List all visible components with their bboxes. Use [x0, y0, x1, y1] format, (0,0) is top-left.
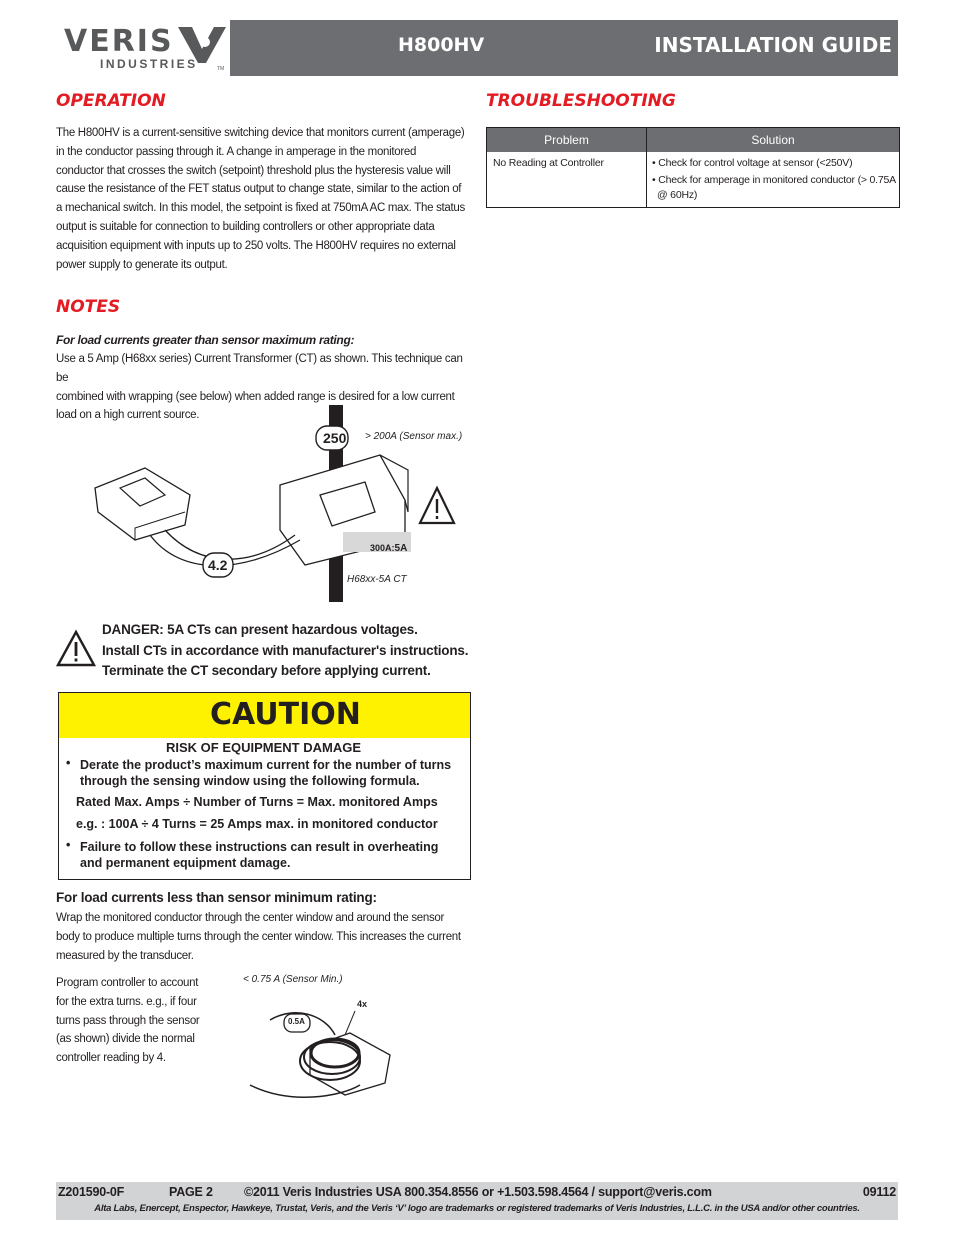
- column-divider: [646, 128, 647, 207]
- sensor-min-label: < 0.75 A (Sensor Min.): [243, 974, 343, 985]
- program-line: controller reading by 4.: [56, 1052, 166, 1065]
- high-current-line: combined with wrapping (see below) when added range is desired for a low current: [56, 390, 455, 403]
- page-title: INSTALLATION GUIDE: [654, 33, 892, 57]
- model-number: H800HV: [398, 34, 485, 56]
- danger-line: Terminate the CT secondary before applying current.: [102, 663, 431, 678]
- contact-info: ©2011 Veris Industries USA 800.354.8556 or +1.503.598.4564 / support@veris.com: [244, 1185, 712, 1199]
- caution-bullet-2-line: and permanent equipment damage.: [80, 856, 291, 870]
- caution-bullet-1: [80, 757, 451, 789]
- ct-rating-label: [370, 543, 407, 554]
- low-current-line: Wrap the monitored conductor through the center window and around the sensor: [56, 912, 445, 924]
- program-line: Program controller to account: [56, 977, 199, 989]
- logo-main-text: VERIS: [64, 24, 174, 59]
- ct-model-label: H68xx-5A CT: [347, 574, 407, 585]
- table-cell-solution-2: • Check for amperage in monitored conductor (> 0.75A: [652, 174, 896, 186]
- operation-heading: OPERATION: [56, 91, 166, 111]
- high-current-line: Use a 5 Amp (H68xx series) Current Transformer (CT) as shown. This technique can be: [56, 353, 463, 384]
- logo-tm: TM: [217, 66, 225, 72]
- caution-bullet-1-line: through the sensing window using the following formula.: [80, 774, 420, 788]
- operation-line: power supply to generate its output.: [56, 258, 228, 271]
- low-current-line: body to produce multiple turns through the center window. This increases the current: [56, 930, 461, 943]
- operation-line: in the conductor passing through it. A change in amperage in the monitored: [56, 145, 417, 158]
- table-cell-solution-2-cont: @ 60Hz): [657, 189, 698, 201]
- program-controller-text: [56, 974, 216, 1068]
- table-header-problem: Problem: [487, 128, 646, 152]
- low-current-line: measured by the transducer.: [56, 949, 194, 962]
- table-cell-solution-1: • Check for control voltage at sensor (<250V): [652, 157, 853, 169]
- operation-line: conductor that crosses the switch (setpoint) threshold plus the hysteresis value will: [56, 164, 451, 177]
- program-line: (as shown) divide the normal: [56, 1033, 195, 1046]
- danger-notice: [102, 620, 468, 682]
- low-current-text: [56, 909, 476, 965]
- sensor-max-label: > 200A (Sensor max.): [365, 431, 463, 442]
- revision-code: 09112: [862, 1185, 896, 1199]
- operation-line: output is suitable for connection to building controllers or other appropriate data: [56, 220, 435, 233]
- ct-rating-secondary: 5A: [394, 543, 408, 554]
- notes-heading: NOTES: [56, 297, 121, 317]
- trademark-notice: Alta Labs, Enercept, Enspector, Hawkeye, Trustat, Veris, and the Veris ‘V’ logo are trademarks or registered trademarks of Veris Industries, L.L.C. in the USA and/or other countries.: [94, 1203, 860, 1214]
- table-header-solution: Solution: [647, 128, 899, 152]
- bullet: •: [66, 838, 71, 852]
- h800hv-sensor-icon: [95, 468, 190, 540]
- high-current-subhead: For load currents greater than sensor maximum rating:: [56, 333, 355, 347]
- caution-bullet-1-line: Derate the product’s maximum current for the number of turns: [80, 758, 452, 772]
- controller-reading-badge: 4.2: [208, 557, 228, 573]
- caution-example: e.g. : 100A ÷ 4 Turns = 25 Amps max. in monitored conductor: [76, 817, 438, 831]
- turns-count-label: 4x: [357, 999, 368, 1009]
- operation-text: [56, 124, 476, 274]
- operation-line: a mechanical switch. In this model, the setpoint is fixed at 750mA AC max. The status: [56, 202, 465, 215]
- operation-line: cause the resistance of the FET status output to change state, similar to the action of: [56, 183, 462, 196]
- troubleshooting-heading: TROUBLESHOOTING: [486, 91, 676, 111]
- danger-line: Install CTs in accordance with manufacturer's instructions.: [102, 642, 469, 658]
- caution-bullet-2: [80, 839, 438, 871]
- sensor-current-badge: 0.5A: [288, 1017, 305, 1026]
- low-current-subhead: For load currents less than sensor minimum rating:: [56, 890, 377, 905]
- logo-sub-text: INDUSTRIES: [100, 57, 198, 71]
- wrapped-conductor-diagram: [240, 995, 400, 1100]
- program-line: for the extra turns. e.g., if four: [56, 995, 197, 1008]
- danger-warning-icon: [56, 629, 96, 667]
- bullet: •: [66, 756, 71, 770]
- operation-line: The H800HV is a current-sensitive switching device that monitors current (amperage): [56, 127, 465, 139]
- program-line: turns pass through the sensor: [56, 1014, 200, 1027]
- caution-formula: Rated Max. Amps ÷ Number of Turns = Max. monitored Amps: [76, 795, 438, 809]
- risk-heading: RISK OF EQUIPMENT DAMAGE: [165, 740, 361, 755]
- operation-line: acquisition equipment with inputs up to 250 volts. The H800HV requires no external: [56, 239, 456, 252]
- ct-rating-primary: 300A:: [370, 543, 395, 553]
- danger-line: DANGER: 5A CTs can present hazardous voltages.: [102, 622, 418, 637]
- table-cell-problem: No Reading at Controller: [493, 157, 604, 169]
- page-number: PAGE 2: [169, 1185, 213, 1199]
- turns-ratio-badge: 250: [323, 430, 347, 446]
- warning-icon: [420, 488, 454, 523]
- document-number: Z201590-0F: [58, 1185, 125, 1199]
- caution-bullet-2-line: Failure to follow these instructions can result in overheating: [80, 840, 439, 854]
- troubleshooting-table: [486, 127, 900, 208]
- caution-title: CAUTION: [210, 697, 361, 732]
- high-current-line: load on a high current source.: [56, 409, 200, 422]
